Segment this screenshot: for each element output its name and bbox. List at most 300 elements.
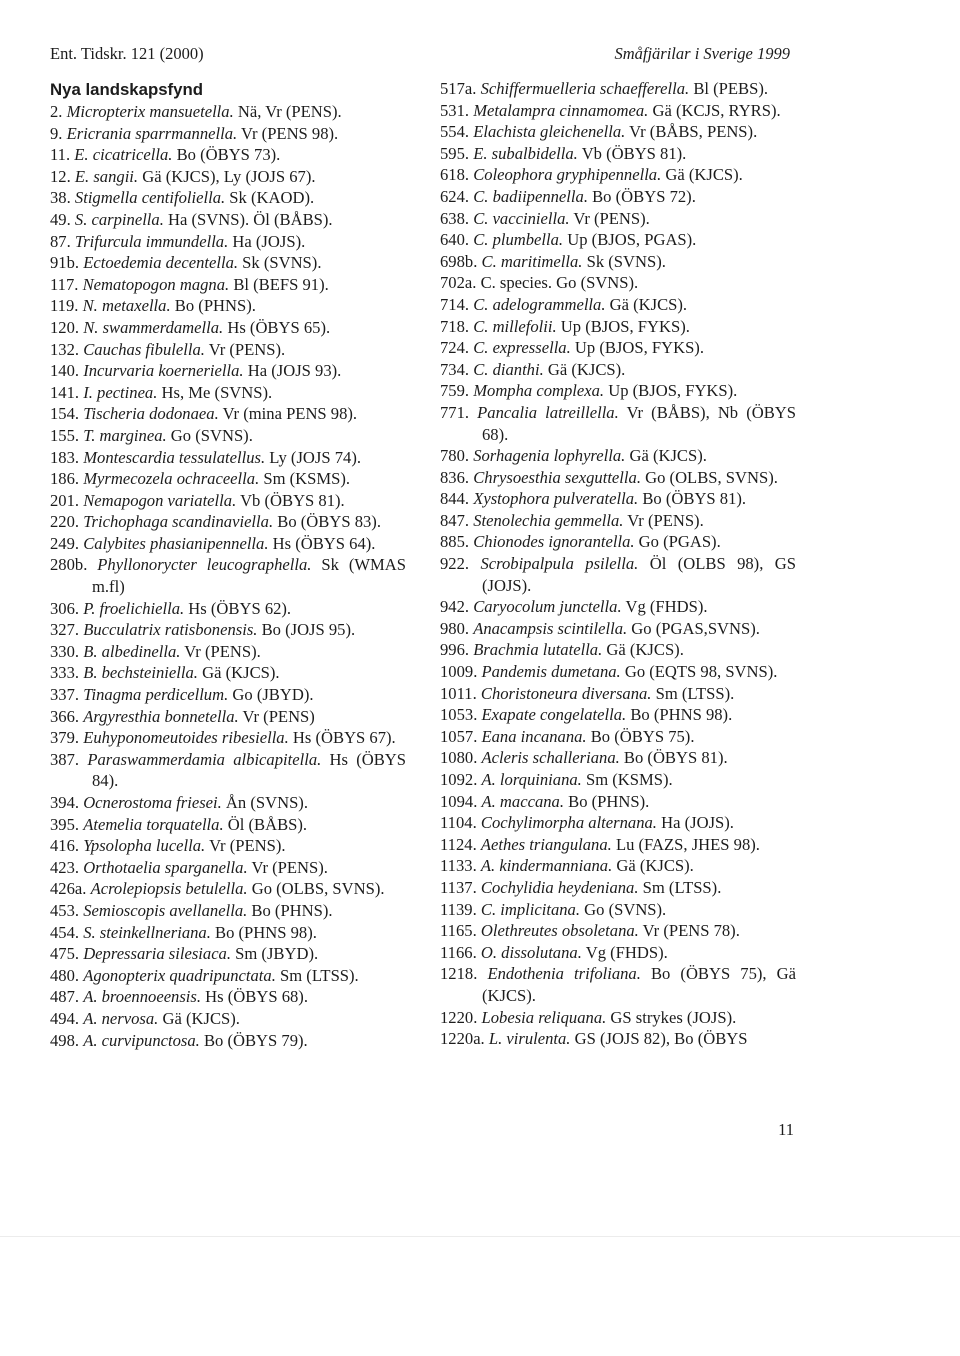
species-name: Lobesia reliquana. [481,1007,607,1027]
entry-number: 394. [50,793,80,812]
species-name: A. curvipunctosa. [83,1030,200,1050]
locality-record: Ha (SVNS). Öl (BÅBS). [163,209,333,229]
species-name: Nemapogon variatella. [83,490,237,510]
species-name: Calybites phasianipennella. [83,533,269,553]
entry-number: 480. [50,965,80,985]
species-name: B. bechsteiniella. [83,663,198,683]
locality-record: Ha (JOJS). [656,813,734,833]
entry-number: 280b. [50,555,88,575]
entry-number: 780. [440,446,470,466]
entry-number: 183. [50,447,80,467]
species-entry [50,252,406,274]
species-entry [50,295,406,317]
species-name: C. badiipennella. [473,186,588,206]
species-entry [440,791,796,813]
entry-number: 132. [50,339,80,359]
locality-record: Go (SVNS). [166,425,253,445]
locality-record: Bo (ÖBYS 81). [638,489,747,509]
locality-record: Vr (PENS). [180,641,261,661]
locality-record: Vb (ÖBYS 81). [236,490,345,510]
locality-record: Sm (LTSS). [275,965,359,985]
locality-record: Sk (WMAS m.fl) [92,555,406,597]
locality-record: Bo (JOJS 95). [257,620,356,640]
species-entry [50,490,406,512]
species-name: C. implicitana. [480,899,580,919]
species-entry [440,1007,796,1029]
locality-record: Sm (LTSS). [638,877,722,897]
locality-record: Go (PGAS). [634,532,721,552]
entry-number: 980. [440,618,470,638]
entry-number: 49. [50,209,71,229]
entry-number: 423. [50,857,80,877]
entry-number: 595. [440,143,470,163]
species-entry [440,164,796,186]
entry-number: 1009. [440,662,478,682]
species-entry [440,294,796,316]
species-name: Cochylimorpha alternana. [480,813,657,833]
entry-number: 119. [50,296,79,316]
species-entry [50,684,406,706]
entry-number: 847. [440,510,470,530]
entry-number: 120. [50,317,80,337]
species-name: A. nervosa. [83,1008,159,1028]
locality-record: Gä (KJCS). [197,663,280,683]
page-bottom-rule [0,1236,960,1237]
species-entry [50,641,406,663]
species-name: C. adelogrammella. [473,294,606,314]
species-entry [50,447,406,469]
entry-number: 201. [50,490,80,510]
running-head-journal: Ent. Tidskr. 121 (2000) [50,44,204,63]
locality-record: C. species. Go (SVNS). [480,273,639,293]
locality-record: GS (JOJS 82), Bo (ÖBYS [570,1029,748,1049]
entry-number: 379. [50,728,80,748]
species-name: Elachista gleichenella. [473,122,626,142]
species-entry [50,878,406,900]
locality-record: Bo (ÖBYS 73). [172,145,281,165]
locality-record: Vr (PENS). [569,208,650,228]
locality-record: Bl (BEFS 91). [229,274,329,294]
species-name: Agonopterix quadripunctata. [83,965,276,985]
species-entry [50,749,406,792]
locality-record: Go (PGAS,SVNS). [627,618,760,638]
locality-record: Gä (KJCS). [158,1008,240,1028]
entry-number: 453. [50,900,80,920]
species-name: B. albedinella. [83,641,181,661]
entry-number: 416. [50,836,80,856]
species-entry [440,899,796,921]
locality-record: Bo (PHNS). [247,900,333,920]
species-entry [440,272,796,294]
entry-number: 531. [440,100,470,120]
species-entry [440,596,796,618]
entry-number: 702a. [440,273,477,293]
species-entry [50,144,406,166]
locality-record: Bo (ÖBYS 83). [273,512,381,532]
species-name: C. vacciniella. [473,208,570,228]
species-entry [440,359,796,381]
species-name: Acrolepiopsis betulella. [90,879,248,899]
entry-number: 640. [440,230,470,250]
species-name: Ectoedemia decentella. [83,253,239,273]
entry-number: 1094. [440,791,478,811]
species-name: L. virulenta. [488,1029,571,1049]
species-name: Endothenia trifoliana. [487,964,641,984]
locality-record: Gä (KJCS). [612,856,694,876]
species-name: Coleophora gryphipennella. [473,165,662,185]
species-name: Euhyponomeutoides ribesiella. [83,728,289,748]
entry-number: 220. [50,512,80,532]
locality-record: Vr (BÅBS), Nb (ÖBYS 68). [482,402,796,444]
species-name: E. cicatricella. [74,145,173,165]
species-entry [50,166,406,188]
entry-number: 306. [50,598,80,618]
locality-record: Gä (KCJS, RYRS). [648,100,781,120]
species-name: Cochylidia heydeniana. [480,877,639,897]
locality-record: Gä (KJCS). [602,640,684,660]
entry-number: 942. [440,597,470,617]
entry-number: 724. [440,338,470,358]
species-name: Olethreutes obsoletana. [480,921,639,941]
locality-record: Vr (PENS 98). [237,123,339,143]
locality-record: Sm (KSMS). [259,469,351,489]
entry-number: 517a. [440,79,477,98]
species-name: T. marginea. [83,425,167,445]
entry-number: 498. [50,1030,80,1050]
species-entry [50,900,406,922]
species-name: Xystophora pulveratella. [473,489,639,509]
entry-number: 330. [50,641,80,661]
species-entry [440,747,796,769]
entry-number: 154. [50,404,80,424]
species-name: A. maccana. [481,791,564,811]
locality-record: Hs (ÖBYS 67). [288,728,396,748]
locality-record: Up (BJOS, PGAS). [563,230,697,250]
species-name: Anacampsis scintilella. [473,618,628,638]
species-name: A. kindermanniana. [480,856,613,876]
species-entry [440,488,796,510]
species-entry [440,251,796,273]
species-entry [50,965,406,987]
locality-record: Vr (PENS) [238,706,315,726]
locality-record: Vr (PENS). [205,836,286,856]
species-name: Sorhagenia lophyrella. [473,446,626,466]
species-entry [50,187,406,209]
species-entry [50,922,406,944]
entry-number: 1080. [440,748,478,768]
species-name: Brachmia lutatella. [473,640,603,660]
species-entry [440,445,796,467]
species-name: Aethes triangulana. [480,834,612,854]
species-entry [440,639,796,661]
species-entry [50,619,406,641]
entry-number: 426a. [50,879,87,899]
species-name: Acleris schalleriana. [481,748,620,768]
entry-number: 141. [50,382,80,402]
species-name: Scrobipalpula psilella. [480,554,639,574]
locality-record: Ha (JOJS). [228,231,306,251]
section-heading: Nya landskapsfynd [50,80,203,99]
species-name: Trichophaga scandinaviella. [83,512,274,532]
species-entry [440,942,796,964]
locality-record: Hs (ÖBYS 84). [92,749,407,791]
species-name: Pandemis dumetana. [481,662,621,682]
species-entry [50,706,406,728]
locality-record: Vr (PENS 78). [638,921,740,941]
entry-number: 624. [440,186,470,206]
species-entry [50,101,406,123]
species-name: Paraswammerdamia albicapitella. [87,749,322,769]
species-name: Semioscopis avellanella. [83,900,248,920]
entry-number: 922. [440,554,470,574]
species-name: P. froelichiella. [83,598,185,618]
right-column [440,78,796,1050]
species-entry [50,792,406,814]
entry-number: 885. [440,532,470,552]
species-entry [440,208,796,230]
species-name: C. millefolii. [473,316,557,336]
locality-record: Bl (PEBS). [689,79,769,98]
species-entry [50,727,406,749]
locality-record: Gä (KJCS), Ly (JOJS 67). [138,166,316,186]
species-entry [440,121,796,143]
entry-number: 9. [50,123,63,143]
species-name: Exapate congelatella. [481,705,627,725]
entry-number: 718. [440,316,470,336]
species-name: Ericrania sparrmannella. [66,123,238,143]
locality-record: Vb (ÖBYS 81). [577,143,687,163]
species-entry [50,403,406,425]
species-name: E. subalbidella. [473,143,578,163]
species-entry [50,274,406,296]
entry-number: 395. [50,814,80,834]
locality-record: Sk (SVNS). [582,251,666,271]
species-entry [440,704,796,726]
species-entry [440,553,796,596]
entry-number: 387. [50,749,80,769]
species-entry [50,835,406,857]
page-number: 11 [778,1120,794,1139]
species-entry [440,143,796,165]
locality-record: Sm (JBYD). [231,944,319,964]
running-head-article-title: Småfjärilar i Sverige 1999 [614,44,790,63]
species-entry [50,662,406,684]
species-entry [440,834,796,856]
species-entry [440,402,796,445]
locality-record: Go (SVNS). [580,899,667,919]
locality-record: Bo (ÖBYS 72). [587,186,696,206]
species-name: Schiffermuelleria schaefferella. [480,79,690,98]
entry-number: 714. [440,294,470,314]
entry-number: 327. [50,620,80,640]
entry-number: 734. [440,359,470,379]
locality-record: Öl (BÅBS). [223,814,308,834]
species-name: N. metaxella. [82,296,171,316]
species-name: Myrmecozela ochraceella. [83,469,260,489]
locality-record: Hs (ÖBYS 68). [201,987,308,1007]
species-name: S. carpinella. [74,209,164,229]
species-entry [50,943,406,965]
species-entry [50,339,406,361]
species-name: C. maritimella. [481,251,583,271]
locality-record: Sk (SVNS). [238,253,322,273]
species-entry [50,1030,406,1052]
species-entry [440,186,796,208]
species-entry [440,229,796,251]
species-name: Micropterix mansuetella. [66,102,234,121]
entry-number: 1165. [440,921,477,941]
locality-record: Bo (PHNS 98). [626,705,733,725]
entry-number: 87. [50,231,71,251]
species-entry [50,209,406,231]
locality-record: Go (OLBS, SVNS). [247,879,385,899]
entry-number: 836. [440,467,470,487]
species-name: Atemelia torquatella. [83,814,224,834]
species-name: Cauchas fibulella. [83,339,205,359]
species-entry [50,1008,406,1030]
species-entry [50,986,406,1008]
locality-record: Hs, Me (SVNS). [157,382,273,402]
species-name: Stenolechia gemmella. [473,510,624,530]
species-entry [440,769,796,791]
locality-record: Ly (JOJS 74). [265,447,361,467]
entry-number: 996. [440,640,470,660]
species-entry [50,425,406,447]
locality-record: Ån (SVNS). [221,793,308,812]
species-entry [440,78,796,100]
species-entry [50,814,406,836]
entry-number: 366. [50,706,80,726]
entry-number: 475. [50,944,80,964]
locality-record: Gä (KJCS). [625,446,707,466]
locality-record: Vg (FHDS). [621,597,708,617]
species-entry [440,1028,796,1050]
species-entry [440,661,796,683]
locality-record: Lu (FAZS, JHES 98). [611,834,760,854]
locality-record: Hs (ÖBYS 62). [184,598,292,618]
locality-record: Up (BJOS, FYKS). [570,338,704,358]
species-name: Chionodes ignorantella. [473,532,635,552]
species-entry [50,533,406,555]
locality-record: Hs (ÖBYS 65). [223,317,331,337]
species-entry [440,337,796,359]
species-entry [440,316,796,338]
species-entry [50,598,406,620]
entry-number: 454. [50,922,80,942]
species-name: E. sangii. [74,166,139,186]
locality-record: GS strykes (JOJS). [606,1007,737,1027]
locality-record: Sm (LTSS). [651,683,735,703]
species-entry [50,554,406,597]
species-name: N. swammerdamella. [83,317,224,337]
species-name: Ypsolopha lucella. [83,836,206,856]
entry-number: 759. [440,381,470,401]
entry-number: 1053. [440,705,478,725]
species-name: Depressaria silesiaca. [83,944,231,964]
species-entry [50,360,406,382]
species-entry [440,877,796,899]
locality-record: Sk (KAOD). [225,188,315,208]
entry-number: 554. [440,122,470,142]
species-name: Choristoneura diversana. [480,683,652,703]
locality-record: Vr (PENS). [204,339,286,359]
species-entry [50,231,406,253]
locality-record: Bo (ÖBYS 79). [199,1030,308,1050]
entry-number: 337. [50,685,80,705]
species-entry [50,857,406,879]
species-name: Incurvaria koerneriella. [83,361,244,381]
species-entry [50,468,406,490]
species-entry [440,531,796,553]
entry-number: 1057. [440,726,478,746]
entry-number: 487. [50,987,80,1007]
locality-record: Go (OLBS, SVNS). [640,467,778,487]
locality-record: Ha (JOJS 93). [243,361,342,381]
locality-record: Bo (PHNS). [563,791,650,811]
locality-record: Bo (ÖBYS 75), Gä (KJCS). [482,964,796,1005]
entry-number: 155. [50,425,80,445]
entry-number: 638. [440,208,470,228]
species-entry [440,855,796,877]
locality-record: Sm (KSMS). [581,770,673,789]
entry-number: 11. [50,145,71,165]
entry-number: 1137. [440,877,477,897]
species-entry [440,380,796,402]
species-name: Montescardia tessulatellus. [83,447,266,467]
species-name: Caryocolum junctella. [473,597,622,617]
entry-number: 1133. [440,856,477,876]
locality-record: Gä (KJCS). [661,165,743,185]
species-entry [440,683,796,705]
species-entry [440,467,796,489]
entry-number: 844. [440,489,470,509]
species-name: Chrysoesthia sexguttella. [473,467,641,487]
entry-number: 140. [50,361,80,381]
species-entry [440,100,796,122]
entry-number: 1124. [440,834,477,854]
entry-number: 771. [440,402,470,422]
species-name: S. steinkellneriana. [83,922,211,942]
species-name: A. lorquiniana. [481,770,582,789]
species-name: Metalampra cinnamomea. [473,100,649,120]
species-entry [440,510,796,532]
locality-record: Up (BJOS, FYKS). [556,316,690,336]
species-name: Mompha complexa. [473,381,605,401]
locality-record: Gä (KJCS). [605,294,688,314]
species-name: Ocnerostoma friesei. [83,793,222,812]
entry-number: 1092. [440,770,478,789]
entry-number: 2. [50,102,63,121]
entry-number: 1166. [440,942,477,962]
entry-number: 1104. [440,813,477,833]
species-name: Phyllonorycter leucographella. [97,555,312,575]
species-name: Pancalia latreillella. [477,402,619,422]
left-species-list [50,101,406,1051]
entry-number: 38. [50,188,71,208]
locality-record: Öl (OLBS 98), GS (JOJS). [482,554,796,595]
entry-number: 1218. [440,964,478,984]
entry-number: 333. [50,663,80,683]
entry-number: 698b. [440,251,478,271]
locality-record: Bo (ÖBYS 81). [619,748,728,768]
species-name: A. broennoeensis. [83,987,202,1007]
species-name: Argyresthia bonnetella. [83,706,239,726]
locality-record: Bo (ÖBYS 75). [586,726,695,746]
species-name: C. plumbella. [473,230,564,250]
species-name: I. pectinea. [83,382,158,402]
locality-record: Vg (FHDS). [581,942,668,962]
species-name: C. expressella. [473,338,571,358]
